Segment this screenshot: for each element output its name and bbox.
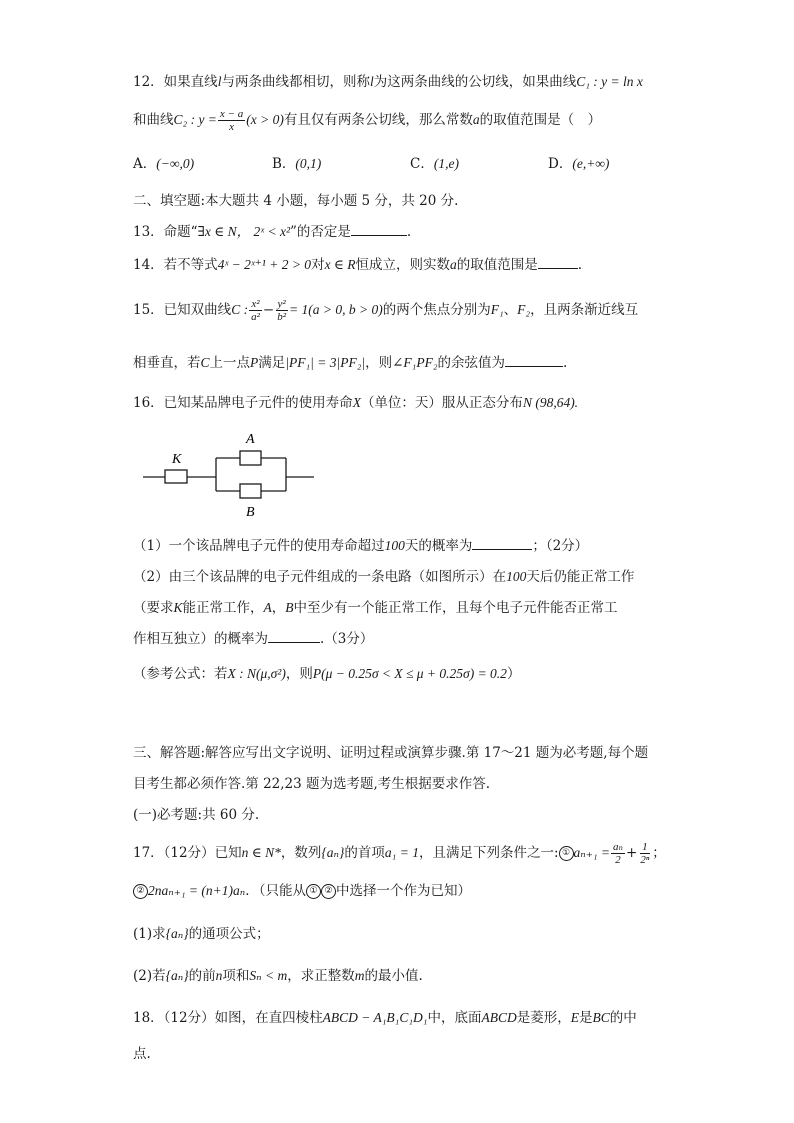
resistor-k <box>165 470 187 483</box>
option-d: D．(e,+∞) <box>548 156 610 172</box>
q17-sub2: (2)若{aₙ}的前n项和Sₙ < m，求正整数m的最小值. <box>133 968 423 984</box>
circled-1: ① <box>559 846 574 861</box>
q16-part2: （2）由三个该品牌的电子元件组成的一条电路（如图所示）在100天后仍能正常工作 <box>133 569 635 585</box>
resistor-b <box>240 484 261 498</box>
resistor-a <box>240 451 261 465</box>
q16-line1: 16．已知某品牌电子元件的使用寿命X（单位：天）服从正态分布N (98,64). <box>133 395 579 411</box>
q18-line2: 点. <box>133 1046 151 1062</box>
q12-line1: 12．如果直线l与两条曲线都相切，则称l为这两条曲线的公切线，如果曲线C₁ : y = ln x <box>133 74 643 90</box>
q13: 13．命题“∃x ∈ N， 2ˣ < x²”的否定是 . <box>133 224 412 240</box>
q12-line2: 和曲线C₂ : y = $\frac{x - a}{x}$ (x > 0)有且仅有两条公切线，那么常数a的取值范围是（ ） <box>133 108 602 133</box>
q16-part2-cont: （要求K能正常工作，A，B中至少有一个能正常工作，且每个电子元件能否正常工 <box>133 600 618 616</box>
option-b: B．(0,1) <box>272 156 322 172</box>
answer-blank <box>268 642 320 643</box>
answer-blank <box>505 366 563 367</box>
section3-line1: 三、解答题:解答应写出文字说明、证明过程或演算步骤.第 17～21 题为必考题,每个题 <box>133 745 649 761</box>
q16-part2-end: 作相互独立）的概率为 .（3分） <box>133 631 374 647</box>
q17-line2: ② 2naₙ₊₁ = (n+1)aₙ．（只能从 ① ② 中选择一个作为已知） <box>133 882 471 900</box>
circled-2: ② <box>321 884 336 899</box>
q16-reference: （参考公式：若X : N(μ,σ²)，则P(μ − 0.25σ < X ≤ μ + 0.25σ) = 0.2） <box>133 666 521 682</box>
answer-blank <box>472 549 532 550</box>
circuit-diagram <box>140 428 320 520</box>
section3-line2: 目考生都必须作答.第 22,23 题为选考题,考生根据要求作答. <box>133 776 491 792</box>
fraction: $\frac{x - a}{x}$ <box>219 108 244 133</box>
q17-line1: 17．（12分）已知n ∈ N*，数列{aₙ}的首项a₁ = 1，且满足下列条件之一: ① aₙ₊₁ = $\frac{\text{aₙ}}{2}$ + $\frac{1}{\text{2ⁿ}}$ ； <box>133 841 666 866</box>
q14: 14．若不等式4ˣ − 2ˣ⁺¹ + 2 > 0对x ∈ R恒成立，则实数a的取值范围是 . <box>133 257 583 273</box>
section3-line3: (一)必考题:共 60 分. <box>133 807 260 823</box>
answer-blank <box>538 268 578 269</box>
label-a: A <box>246 432 255 447</box>
option-a: A．(−∞,0) <box>133 156 195 172</box>
answer-blank <box>351 235 407 236</box>
q15-line1: 15．已知双曲线C : $\frac{\text{x²}}{\text{a²}}$ − $\frac{\text{y²}}{\text{b²}}$ = 1(a > 0, b > 0)的两个焦点分别为F₁、F₂，且两条渐近线互 <box>133 298 639 323</box>
label-b: B <box>246 505 255 520</box>
q16-part1: （1）一个该品牌电子元件的使用寿命超过100天的概率为 ；（2分） <box>133 538 589 554</box>
q17-sub1: (1)求{aₙ}的通项公式； <box>133 926 270 942</box>
option-c: C．(1,e) <box>410 156 459 172</box>
circled-1: ① <box>306 884 321 899</box>
q18-line1: 18．（12分）如图，在直四棱柱ABCD − A₁B₁C₁D₁中，底面ABCD是菱形，E是BC的中 <box>133 1010 637 1026</box>
label-k: K <box>172 452 182 467</box>
circled-2: ② <box>133 884 148 899</box>
section2-heading: 二、填空题:本大题共 4 小题，每小题 5 分，共 20 分. <box>133 193 459 209</box>
q15-line2: 相垂直，若C上一点P满足|PF₁| = 3|PF₂|，则∠F₁PF₂的余弦值为 . <box>133 355 568 371</box>
